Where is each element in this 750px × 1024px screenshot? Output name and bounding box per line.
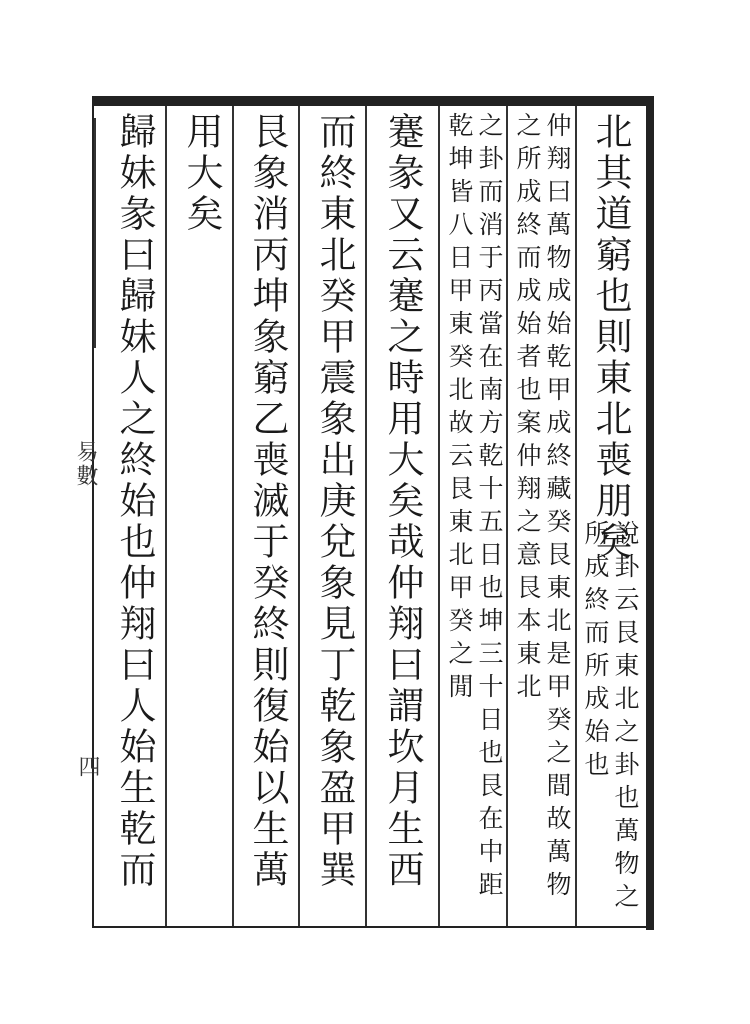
page-number: 四 bbox=[75, 755, 100, 779]
column-rule bbox=[575, 106, 577, 926]
text-column-4: 蹇彖又云蹇之時用大矣哉仲翔曰謂坎月生西 bbox=[381, 112, 424, 891]
margin-title: 易數 bbox=[73, 440, 98, 488]
text-column-5: 而終東北癸甲震象出庚兌象見丁乾象盈甲巽 bbox=[313, 112, 356, 891]
column-rule bbox=[438, 106, 440, 926]
column-rule bbox=[506, 106, 508, 926]
column-rule bbox=[365, 106, 367, 926]
text-column-6: 艮象消丙坤象窮乙喪滅于癸終則復始以生萬 bbox=[246, 112, 289, 891]
column-rule bbox=[165, 106, 167, 926]
text-column-1: 北其道窮也則東北喪朋矣 bbox=[589, 112, 632, 563]
text-column-3: 之卦而消于丙當在南方乾十五日也坤三十日也艮在中距乾坤皆八日甲東癸北故云艮東北甲癸之閒 bbox=[445, 112, 504, 904]
text-column-2: 仲翔曰萬物成始乾甲成終藏癸艮東北是甲癸之間故萬物之所成終而成始者也案仲翔之意艮本東北 bbox=[513, 112, 572, 904]
frame-top-border bbox=[92, 96, 654, 106]
margin-rule bbox=[94, 118, 96, 348]
text-column-8: 歸妹彖曰歸妹人之終始也仲翔曰人始生乾而 bbox=[113, 112, 156, 891]
frame-right-border bbox=[646, 96, 654, 930]
column-rule bbox=[232, 106, 234, 926]
text-column-1-annotation: 說卦云艮東北之卦也萬物之所成終而所成始也 bbox=[581, 520, 640, 916]
text-column-7: 用大矣 bbox=[180, 112, 223, 235]
column-rule bbox=[298, 106, 300, 926]
